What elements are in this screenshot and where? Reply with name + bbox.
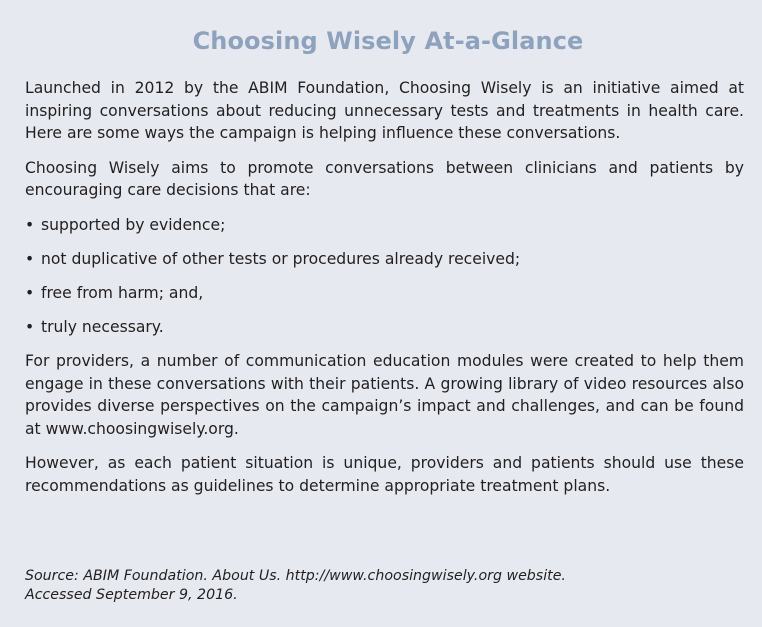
bullet-icon: • (25, 215, 35, 234)
bullet-icon: • (25, 249, 35, 268)
bullet-icon: • (25, 283, 35, 302)
source-citation (25, 567, 566, 605)
source-line-2: Accessed September 9, 2016. (25, 587, 238, 603)
source-line-1: Source: ABIM Foundation. About Us. http://www.choosingwisely.org website. (25, 568, 566, 584)
panel-title: Choosing Wisely At-a-Glance (192, 27, 584, 55)
list-item (25, 316, 744, 339)
bullet-icon: • (25, 317, 35, 336)
decision-criteria-list (25, 214, 744, 339)
providers-paragraph: For providers, a number of communication education modules were created to help them engage in these conversations with their patients. A growing library of video resources also provides diverse perspectives on the campaign’s impact and challenges, and can be found at www.choosingwisely.org. (25, 351, 744, 438)
list-item-text: truly necessary. (41, 317, 164, 336)
list-item-text: not duplicative of other tests or procedures already received; (41, 249, 521, 268)
however-paragraph: However, as each patient situation is unique, providers and patients should use these recommendations as guidelines to determine appropriate treatment plans. (25, 454, 744, 495)
list-item-text: supported by evidence; (41, 215, 226, 234)
intro-paragraph: Launched in 2012 by the ABIM Foundation, Choosing Wisely is an initiative aimed at inspiring conversations about reducing unnecessary tests and treatments in health care. Here are some ways the campaign is helping influence these conversations. (25, 79, 744, 143)
list-item (25, 248, 744, 271)
list-item (25, 282, 744, 305)
aims-paragraph: Choosing Wisely aims to promote conversations between clinicians and patients by encouraging care decisions that are: (25, 158, 744, 200)
list-item (25, 214, 744, 237)
list-item-text: free from harm; and, (41, 283, 204, 302)
